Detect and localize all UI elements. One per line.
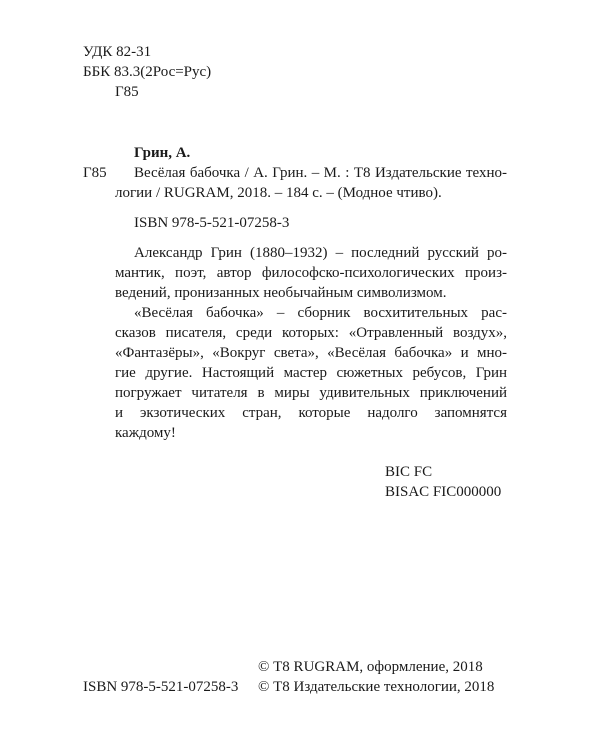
catalog-isbn: ISBN 978-5-521-07258-3 [134, 215, 290, 231]
copyright-rugram: © Т8 RUGRAM, оформление, 2018 [258, 659, 483, 675]
footer-isbn: ISBN 978-5-521-07258-3 [83, 679, 239, 695]
annotation-line: каждому! [115, 425, 176, 441]
annotation-line: погружает читателя в миры удивительных приключений [115, 385, 507, 401]
annotation-line: «Фантазёры», «Вокруг света», «Весёлая бабочка» и мно- [115, 345, 507, 361]
bisac-code: BISAC FIC000000 [385, 484, 502, 500]
author-name: Грин, А. [134, 145, 191, 161]
annotation-line: ведений, пронизанных необычайным символизмом. [115, 285, 447, 301]
annotation-line: Александр Грин (1880–1932) – последний русский ро- [134, 245, 507, 261]
bic-code: BIC FC [385, 464, 433, 480]
bbk-code: ББК 83.3(2Рос=Рус) [83, 64, 212, 80]
annotation-line: сказов писателя, среди которых: «Отравленный воздух», [115, 325, 507, 341]
catalog-author-sign: Г85 [83, 165, 107, 181]
annotation-line: мантик, поэт, автор философско-психологических произ- [115, 265, 507, 281]
catalog-line-2: логии / RUGRAM, 2018. – 184 с. – (Модное чтиво). [115, 185, 442, 201]
author-sign-header: Г85 [115, 84, 139, 100]
udk-code: УДК 82-31 [83, 44, 152, 60]
annotation-line: «Весёлая бабочка» – сборник восхитительных рас- [134, 305, 507, 321]
catalog-line-1: Весёлая бабочка / А. Грин. – М. : Т8 Издательские техно- [134, 165, 507, 181]
annotation-line: гие другие. Настоящий мастер сюжетных ребусов, Грин [115, 365, 507, 381]
copyright-t8: © Т8 Издательские технологии, 2018 [258, 679, 495, 695]
annotation-line: и экзотических стран, которые надолго запомнятся [115, 405, 507, 421]
catalog-author [134, 143, 190, 163]
